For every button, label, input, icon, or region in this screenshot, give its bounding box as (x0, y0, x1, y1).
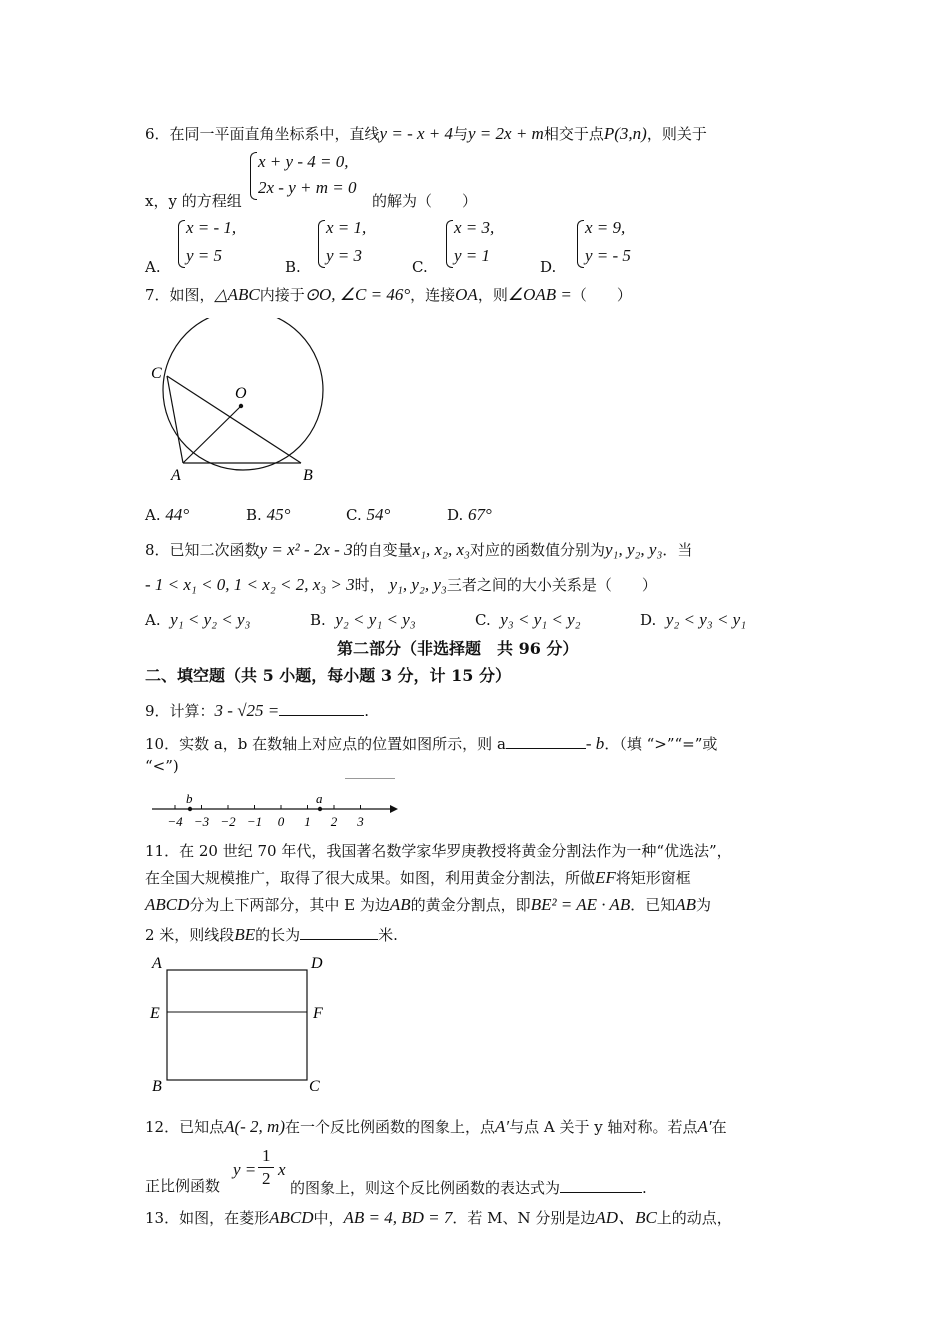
q8-option-d[interactable] (640, 610, 746, 630)
option-label: D. (540, 258, 557, 276)
q10-text: 10．实数 a，b 在数轴上对应点的位置如图所示，则 a (145, 735, 506, 753)
q7-text-3: ，连接 (410, 286, 456, 304)
q10-answer-blank[interactable] (506, 733, 586, 749)
q9-period: . (364, 702, 370, 720)
q12-text-6: 的图象上，则这个反比例函数的表达式为 (290, 1179, 561, 1197)
option-value: 44° (165, 505, 190, 524)
option-label: A. (145, 611, 161, 629)
q6-text: 6．在同一平面直角坐标系中，直线 (145, 125, 380, 143)
segment-oa (183, 406, 241, 463)
q9-line (145, 700, 369, 721)
q6-text-2: 与 (453, 125, 469, 143)
q11-line2 (145, 868, 691, 888)
q8-line2 (145, 575, 657, 595)
option-label: B. (310, 611, 326, 629)
q12-period: . (642, 1179, 647, 1197)
q8-y-vars-2: y₁, y₂, y₃ (389, 575, 447, 594)
q10-expression: - b (585, 734, 605, 753)
q10-line1 (145, 733, 717, 754)
q6-text-4: ，则关于 (646, 125, 707, 143)
q11-abcd: ABCD (145, 895, 190, 914)
tick-label: −4 (167, 814, 183, 829)
q8-x-vars: x₁, x₂, x₃ (412, 540, 470, 559)
option-eq1: x = 3, (454, 218, 495, 237)
q8-text-3: 对应的函数值分别为 (469, 541, 605, 559)
option-eq1: x = - 1, (186, 218, 237, 237)
q11-text: 在全国大规模推广，取得了很大成果。如图，利用黄金分割法，所做 (145, 869, 596, 887)
tick-label: −1 (246, 814, 263, 829)
label-b: B (152, 1078, 162, 1095)
q7-triangle: △ABC (214, 285, 260, 304)
tick-label: 3 (357, 814, 364, 829)
option-brace (178, 220, 185, 268)
label-c: C (151, 365, 162, 382)
q8-function: y = x² - 2x - 3 (259, 540, 353, 559)
option-brace (446, 220, 453, 268)
q11-text-3: 分为上下两部分，其中 E 为边 (189, 896, 390, 914)
q8-option-a[interactable] (145, 610, 250, 630)
tick-label: −3 (193, 814, 210, 829)
q7-option-c[interactable] (346, 505, 390, 525)
q6-text-3: 相交于点 (543, 125, 604, 143)
label-b: B (303, 467, 313, 484)
option-brace (318, 220, 325, 268)
option-eq2: y = 5 (186, 246, 223, 265)
q12-line2 (290, 1177, 647, 1197)
q13-line1 (145, 1208, 732, 1228)
tick-label: −2 (220, 814, 236, 829)
q12-text-4: 在 (711, 1118, 727, 1136)
q10-stray-line (345, 778, 395, 779)
option-label: C. (346, 506, 362, 524)
q8-option-c[interactable] (475, 610, 581, 630)
q12-text-5: 正比例函数 (145, 1177, 221, 1195)
point-a (318, 807, 322, 811)
tick-label: 2 (330, 814, 338, 829)
q8-question: 三者之间的大小关系是（ ） (446, 576, 657, 594)
q11-line4 (145, 924, 398, 945)
q13-lengths: AB = 4, BD = 7 (343, 1208, 453, 1227)
q8-text-5: 时， (354, 576, 385, 594)
q11-be: BE (234, 925, 256, 944)
q8-text-2: 的自变量 (352, 541, 413, 559)
q7-option-a[interactable] (145, 505, 189, 525)
option-label: C. (412, 258, 428, 276)
q13-text-2: 中， (313, 1209, 344, 1227)
option-label: C. (475, 611, 491, 629)
q7-segment: OA (455, 285, 478, 304)
q6-line-2-eq: y = 2x + m (468, 124, 544, 143)
option-eq2: y = 3 (326, 246, 363, 265)
label-o: O (235, 385, 247, 402)
option-value: y₂ < y₁ < y₃ (335, 610, 416, 629)
option-value: y₁ < y₂ < y₃ (170, 610, 251, 629)
q13-sides: AD、BC (595, 1208, 657, 1227)
option-eq1: x = 1, (326, 218, 367, 237)
q11-text-2: 将矩形窗框 (615, 869, 691, 887)
q7-circle-figure (145, 318, 335, 488)
q7-line1 (145, 285, 632, 305)
label-a: A (171, 467, 181, 484)
q11-ab: AB (389, 895, 411, 914)
q12-text-3: 与点 A 关于 y 轴对称。若点 (509, 1118, 698, 1136)
tick-label: 0 (277, 814, 285, 829)
q12-a-prime: A′ (495, 1117, 510, 1136)
q12-answer-blank[interactable] (560, 1177, 642, 1193)
option-value: y₃ < y₁ < y₂ (500, 610, 581, 629)
option-label: A. (145, 506, 161, 524)
q12-point: A(- 2, m) (224, 1117, 285, 1136)
option-value: 45° (266, 505, 291, 524)
label-b: b (186, 792, 193, 806)
q6-line-1-eq: y = - x + 4 (379, 124, 453, 143)
q11-text-4: 的黄金分割点，即 (410, 896, 531, 914)
q7-option-d[interactable] (447, 505, 492, 525)
q7-angle: ∠OAB = (507, 285, 572, 304)
q7-text-4: ，则 (477, 286, 508, 304)
q13-abcd: ABCD (269, 1208, 314, 1227)
q11-text-7: 2 米，则线段 (145, 926, 235, 944)
axis-arrow (390, 805, 398, 813)
q11-text-5: ．已知 (630, 896, 676, 914)
option-label: B. (285, 258, 301, 276)
q11-text-8: 的长为 (255, 926, 301, 944)
segment-cb (167, 376, 301, 463)
q11-line1: 11．在 20 世纪 70 年代，我国著名数学家华罗庚教授将黄金分割法作为一种“优选法”， (145, 842, 732, 860)
option-brace (577, 220, 584, 268)
q6-system-brace (250, 152, 257, 200)
q7-text-2: 内接于 (259, 286, 305, 304)
q6-line1 (145, 124, 707, 144)
segment-ca (167, 376, 183, 463)
q8-option-b[interactable] (310, 610, 416, 630)
option-label: A. (145, 258, 161, 276)
q6-system-eq1: x + y - 4 = 0, (258, 152, 349, 171)
q8-line1 (145, 540, 692, 560)
q7-circle-angle: ⊙O, ∠C = 46° (304, 285, 411, 304)
q11-ef: EF (595, 868, 616, 887)
q7-text-5: （ ） (571, 286, 632, 304)
option-value: y₂ < y₃ < y₁ (665, 610, 747, 629)
option-eq2: y = - 5 (585, 246, 631, 265)
q12-fn-x: x (278, 1160, 286, 1179)
q11-golden-eq: BE² = AE · AB (530, 895, 631, 914)
q8-y-vars: y₁, y₂, y₃ (604, 540, 663, 559)
q13-text-3: ．若 M、N 分别是边 (452, 1209, 596, 1227)
q10-text-2: ．（填 “>”“=”或 (604, 735, 718, 753)
q11-text-6: 为 (696, 896, 712, 914)
q12-fraction-bar (258, 1167, 274, 1168)
q12-fraction-numerator: 1 (262, 1146, 271, 1165)
q10-text-3: “<”) (145, 757, 179, 775)
option-label: B. (246, 506, 262, 524)
q13-text: 13．如图，在菱形 (145, 1209, 270, 1227)
q13-text-4: 上的动点， (656, 1209, 732, 1227)
rectangle-abcd (167, 970, 307, 1080)
part-two-heading: 第二部分（非选择题 共 96 分） (337, 639, 579, 658)
label-e: E (150, 1005, 160, 1022)
q12-fraction-denominator: 2 (262, 1169, 271, 1188)
q6-system-intro: x，y 的方程组 (145, 192, 242, 210)
q12-text: 12．已知点 (145, 1118, 225, 1136)
option-eq1: x = 9, (585, 218, 626, 237)
q10-number-line (150, 792, 400, 832)
q9-answer-blank[interactable] (279, 700, 364, 716)
q6-system-eq2: 2x - y + m = 0 (258, 178, 357, 197)
option-eq2: y = 1 (454, 246, 491, 265)
q8-text-4: ．当 (662, 541, 693, 559)
q12-line1 (145, 1117, 727, 1137)
option-label: D. (447, 506, 464, 524)
center-point (239, 404, 243, 408)
q11-answer-blank[interactable] (300, 924, 378, 940)
label-a: A (152, 955, 162, 972)
q8-text: 8．已知二次函数 (145, 541, 260, 559)
q9-expression: 3 - √25 = (214, 701, 280, 720)
point-b (188, 807, 192, 811)
q12-text-2: 在一个反比例函数的图象上，点 (285, 1118, 496, 1136)
q12-fn-y: y = (233, 1160, 257, 1179)
section-two-heading: 二、填空题（共 5 小题，每小题 3 分，计 15 分） (145, 666, 511, 685)
option-label: D. (640, 611, 657, 629)
q8-condition: - 1 < x₁ < 0, 1 < x₂ < 2, x₃ > 3 (145, 575, 355, 594)
q7-option-b[interactable] (246, 505, 290, 525)
tick-label: 1 (304, 814, 311, 829)
q11-unit: 米. (378, 926, 398, 944)
option-value: 54° (366, 505, 391, 524)
q12-a-prime-2: A′ (697, 1117, 712, 1136)
label-c: C (309, 1078, 320, 1095)
q9-text: 9．计算： (145, 702, 215, 720)
label-d: D (311, 955, 323, 972)
q11-ab-2: AB (675, 895, 696, 914)
label-a: a (316, 792, 323, 806)
label-f: F (313, 1005, 323, 1022)
q7-text: 7．如图， (145, 286, 215, 304)
option-value: 67° (468, 505, 492, 524)
q6-point: P(3,n) (603, 124, 647, 143)
q11-line3 (145, 895, 711, 915)
q11-rectangle-figure (145, 950, 345, 1095)
q6-question: 的解为（ ） (372, 192, 478, 210)
